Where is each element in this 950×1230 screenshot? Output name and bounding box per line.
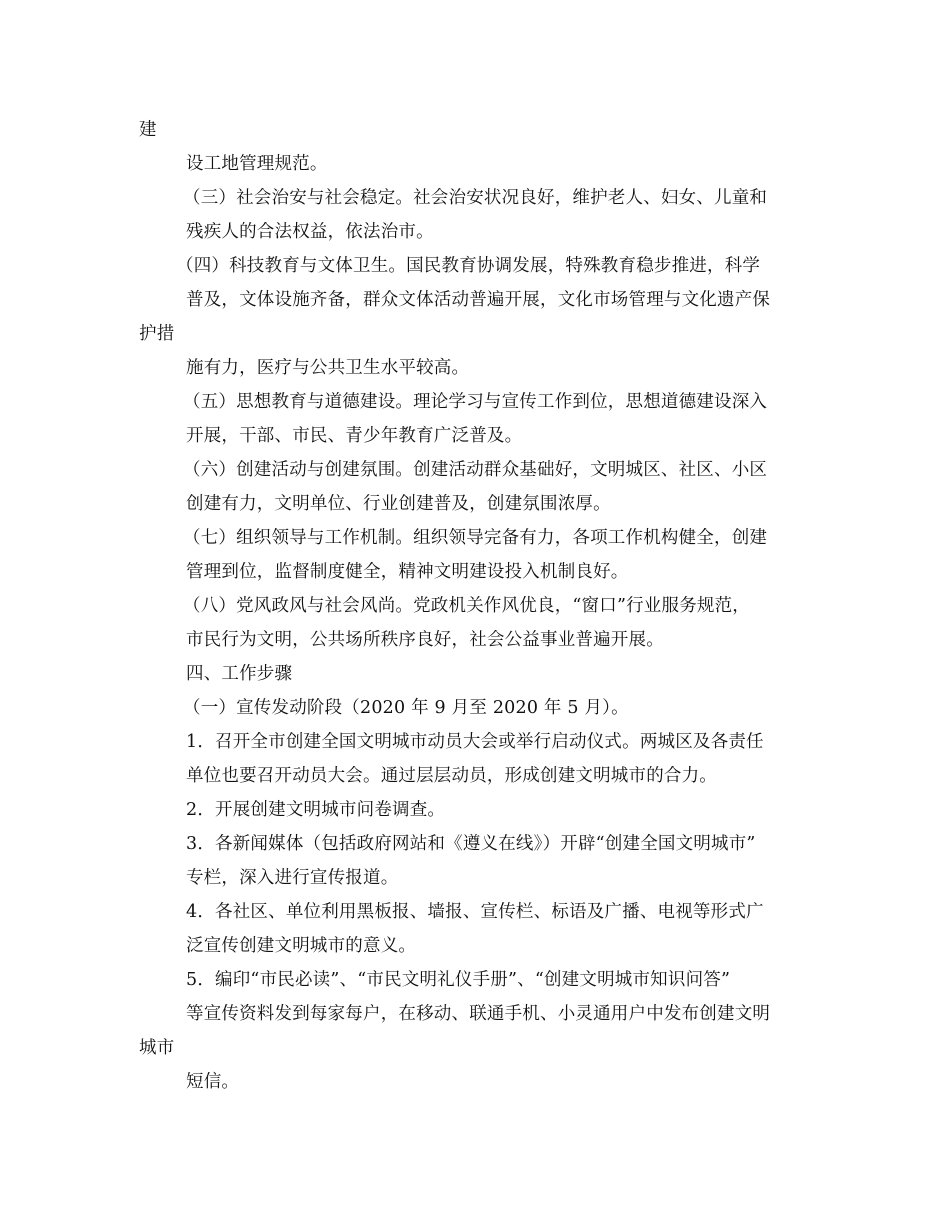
text-line: 市民行为文明，公共场所秩序良好，社会公益事业普遍开展。 xyxy=(186,630,664,650)
text-line: 设工地管理规范。 xyxy=(186,154,328,174)
text-line: 施有力，医疗与公共卫生水平较高。 xyxy=(186,358,470,378)
text-line: 建 xyxy=(139,120,157,140)
text-line: 4．各社区、单位利用黑板报、墙报、宣传栏、标语及广播、电视等形式广 xyxy=(186,902,764,922)
text-line: 3．各新闻媒体（包括政府网站和《遵义在线》）开辟“创建全国文明城市” xyxy=(186,834,756,854)
text-line: 1．召开全市创建全国文明城市动员大会或举行启动仪式。两城区及各责任 xyxy=(186,732,764,752)
text-line: 创建有力，文明单位、行业创建普及，创建氛围浓厚。 xyxy=(186,494,611,514)
text-line: （八）党风政风与社会风尚。党政机关作风优良，“窗口”行业服务规范， xyxy=(183,596,750,616)
text-line: 专栏，深入进行宣传报道。 xyxy=(186,868,399,888)
text-line: 护措 xyxy=(139,324,175,344)
text-line: （五）思想教育与道德建设。理论学习与宣传工作到位，思想道德建设深入 xyxy=(183,392,768,412)
text-line: 开展，干部、市民、青少年教育广泛普及。 xyxy=(186,426,523,446)
text-line: 单位也要召开动员大会。通过层层动员，形成创建文明城市的合力。 xyxy=(186,766,717,786)
text-line: 2．开展创建文明城市问卷调查。 xyxy=(186,800,446,820)
text-line: 等宣传资料发到每家每户，在移动、联通手机、小灵通用户中发布创建文明 xyxy=(186,1004,771,1024)
text-line: 管理到位，监督制度健全，精神文明建设投入机制良好。 xyxy=(186,562,629,582)
text-line: （六）创建活动与创建氛围。创建活动群众基础好，文明城区、社区、小区 xyxy=(183,460,768,480)
text-line: （四）科技教育与文体卫生。国民教育协调发展，特殊教育稳步推进，科学 xyxy=(176,256,761,276)
text-line: 5．编印“市民必读”、“市民文明礼仪手册”、“创建文明城市知识问答” xyxy=(186,970,731,990)
text-line: 普及，文体设施齐备，群众文体活动普遍开展，文化市场管理与文化遗产保 xyxy=(186,290,771,310)
text-line: 短信。 xyxy=(186,1072,240,1092)
text-line: 残疾人的合法权益，依法治市。 xyxy=(186,222,434,242)
text-line: （一）宣传发动阶段（2020 年 9 月至 2020 年 5 月）。 xyxy=(183,698,629,718)
text-line: 泛宣传创建文明城市的意义。 xyxy=(186,936,417,956)
section-heading: 四、工作步骤 xyxy=(186,664,293,684)
text-line: （七）组织领导与工作机制。组织领导完备有力，各项工作机构健全，创建 xyxy=(183,528,768,548)
text-line: 城市 xyxy=(139,1038,175,1058)
text-line: （三）社会治安与社会稳定。社会治安状况良好，维护老人、妇女、儿童和 xyxy=(183,188,768,208)
